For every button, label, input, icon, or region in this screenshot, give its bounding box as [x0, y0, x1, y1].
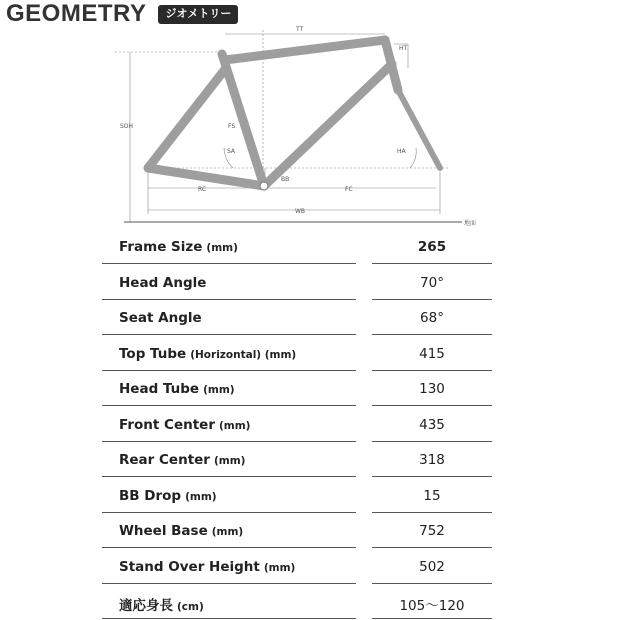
spec-name: Frame Size: [119, 239, 203, 255]
spec-label: [119, 523, 243, 539]
spec-label: [119, 594, 204, 614]
spec-name: Top Tube: [119, 345, 187, 362]
spec-unit: (cm): [177, 601, 204, 613]
spec-row: [0, 229, 620, 264]
geometry-diagram: [0, 0, 620, 232]
spec-name: Seat Angle: [119, 310, 202, 326]
spec-unit: (mm): [203, 384, 235, 396]
spec-label: [119, 310, 202, 326]
spec-value: 68°: [420, 310, 444, 326]
spec-name: Wheel Base: [119, 523, 208, 539]
diagram-labels: [120, 26, 476, 227]
spec-value: 752: [419, 523, 445, 539]
spec-value: 70°: [420, 274, 444, 291]
svg-text:HT: HT: [399, 45, 408, 52]
spec-value: 415: [419, 345, 445, 362]
spec-name: Front Center: [119, 416, 215, 433]
spec-unit: (mm): [206, 242, 238, 254]
spec-value: 502: [419, 558, 445, 575]
fork: [398, 90, 440, 168]
svg-text:SA: SA: [227, 148, 236, 155]
svg-text:HA: HA: [397, 148, 406, 155]
spec-unit: (mm): [213, 455, 246, 467]
spec-value: 435: [419, 416, 445, 433]
spec-row: [0, 513, 620, 548]
spec-value: 105〜120: [399, 598, 465, 614]
spec-row: [0, 336, 620, 371]
spec-name: Rear Center: [119, 452, 210, 468]
spec-value: 130: [419, 381, 445, 397]
spec-row: [0, 478, 620, 513]
bb-shell: [260, 182, 268, 190]
spec-unit: (Horizontal) (mm): [190, 348, 297, 361]
svg-text:TT: TT: [296, 26, 304, 33]
spec-unit: (mm): [219, 419, 251, 432]
spec-unit: (mm): [263, 561, 296, 574]
spec-name: Stand Over Height: [119, 558, 260, 575]
title-badge: ジオメトリー: [158, 5, 238, 24]
spec-row: [0, 407, 620, 442]
spec-label: [119, 452, 245, 468]
spec-value: 318: [419, 452, 445, 468]
spec-row: [0, 549, 620, 584]
spec-row: [0, 300, 620, 335]
svg-text:BB: BB: [281, 176, 290, 183]
bike-frame: [148, 40, 398, 186]
dimension-guides: [115, 30, 450, 222]
spec-value: 265: [417, 239, 447, 255]
spec-unit: (mm): [185, 490, 217, 503]
row-divider: [102, 618, 356, 619]
spec-label: [119, 381, 235, 397]
spec-row: [0, 371, 620, 406]
svg-text:FC: FC: [345, 186, 353, 193]
spec-name: BB Drop: [119, 487, 182, 504]
spec-label: [119, 559, 295, 575]
spec-unit: (mm): [211, 526, 244, 538]
spec-label: [119, 417, 250, 433]
spec-name: 適応身長: [119, 598, 173, 614]
svg-text:FS: FS: [228, 123, 236, 130]
svg-text:SOH: SOH: [120, 123, 134, 130]
spec-name: Head Tube: [119, 381, 200, 397]
row-divider: [372, 618, 492, 619]
svg-text:RC: RC: [198, 186, 207, 193]
spec-value: 15: [423, 487, 441, 504]
spec-label: [119, 275, 206, 291]
svg-text:地面: 地面: [464, 220, 477, 227]
spec-label: [119, 346, 296, 362]
spec-label: [119, 488, 217, 504]
spec-row: [0, 265, 620, 300]
svg-text:WB: WB: [295, 208, 306, 215]
spec-row: [0, 442, 620, 477]
spec-label: [119, 239, 238, 255]
spec-row: [0, 584, 620, 619]
spec-name: Head Angle: [119, 274, 207, 291]
page-title: GEOMETRY: [6, 0, 147, 27]
